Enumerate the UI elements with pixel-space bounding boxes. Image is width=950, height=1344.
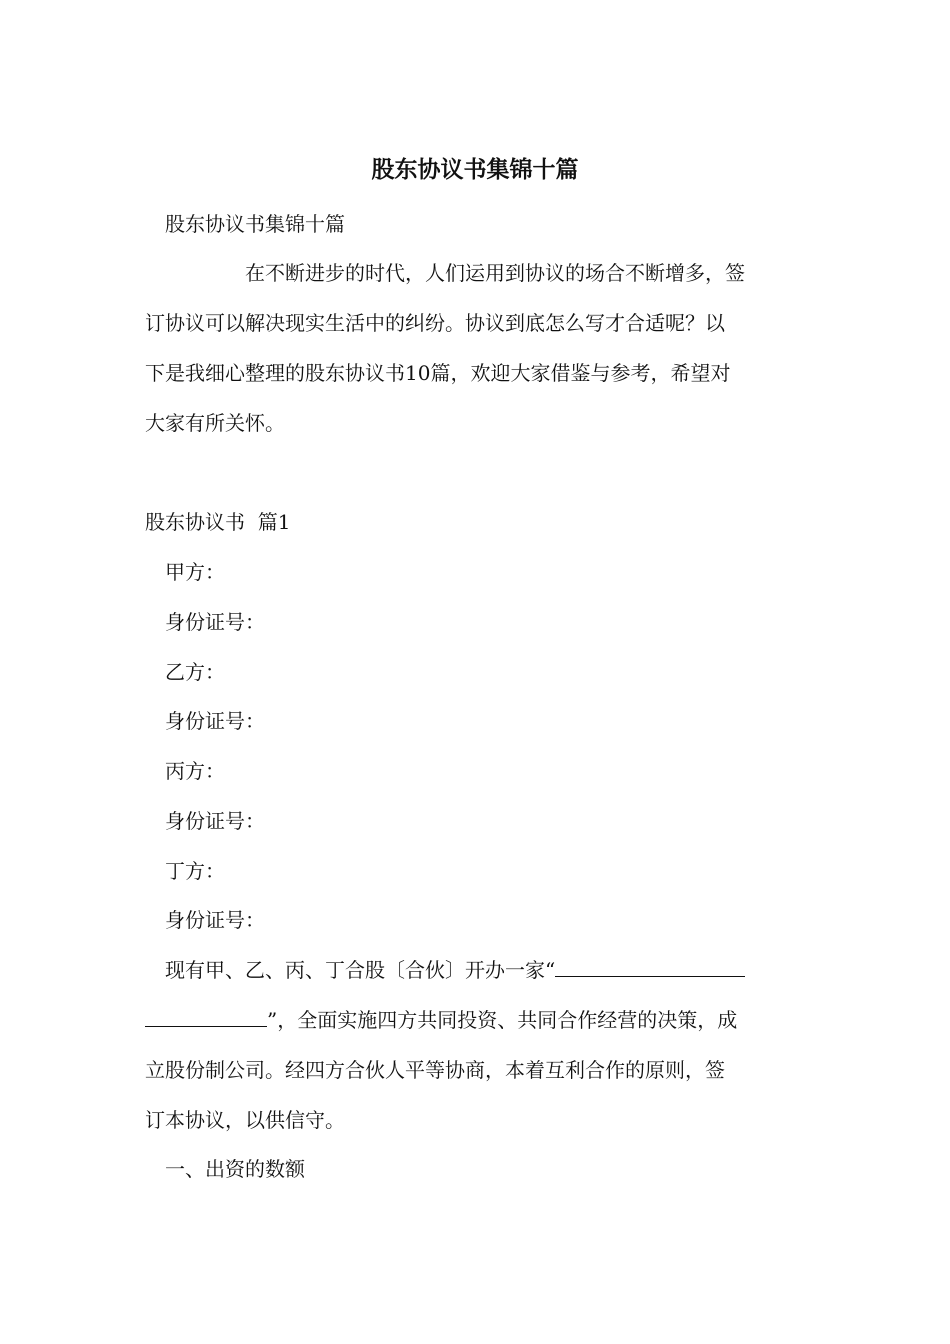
body-line-2 (145, 1004, 815, 1036)
body-line-2-text: ”，全面实施四方共同投资、共同合作经营的决策，成 (267, 1008, 738, 1032)
intro-line-4: 大家有所关怀。 (145, 411, 285, 435)
party-c-label: 丙方： (165, 759, 225, 783)
party-a-id-label: 身份证号： (165, 610, 265, 634)
clause-1-heading: 一、出资的数额 (165, 1157, 305, 1181)
party-b-id-label: 身份证号： (165, 709, 265, 733)
party-d-id-label: 身份证号： (165, 908, 265, 932)
body-line-3: 立股份制公司。经四方合伙人平等协商，本着互利合作的原则，签 (145, 1058, 725, 1082)
section-heading: 股东协议书 篇1 (145, 510, 291, 534)
company-name-blank-2 (145, 1004, 267, 1027)
intro-line-1: 在不断进步的时代，人们运用到协议的场合不断增多，签 (245, 261, 745, 285)
document-subtitle: 股东协议书集锦十篇 (165, 212, 345, 236)
party-d-label: 丁方： (165, 859, 225, 883)
document-title: 股东协议书集锦十篇 (371, 156, 579, 183)
company-name-blank-1 (555, 954, 745, 977)
party-a-label: 甲方： (165, 560, 225, 584)
body-line-4: 订本协议，以供信守。 (145, 1108, 345, 1132)
body-line-1 (165, 954, 815, 986)
intro-line-3: 下是我细心整理的股东协议书10篇，欢迎大家借鉴与参考，希望对 (145, 361, 731, 385)
intro-line-2: 订协议可以解决现实生活中的纠纷。协议到底怎么写才合适呢？以 (145, 311, 725, 335)
party-c-id-label: 身份证号： (165, 809, 265, 833)
body-line-1-text: 现有甲、乙、丙、丁合股〔合伙〕开办一家“ (165, 958, 556, 982)
party-b-label: 乙方： (165, 660, 225, 684)
